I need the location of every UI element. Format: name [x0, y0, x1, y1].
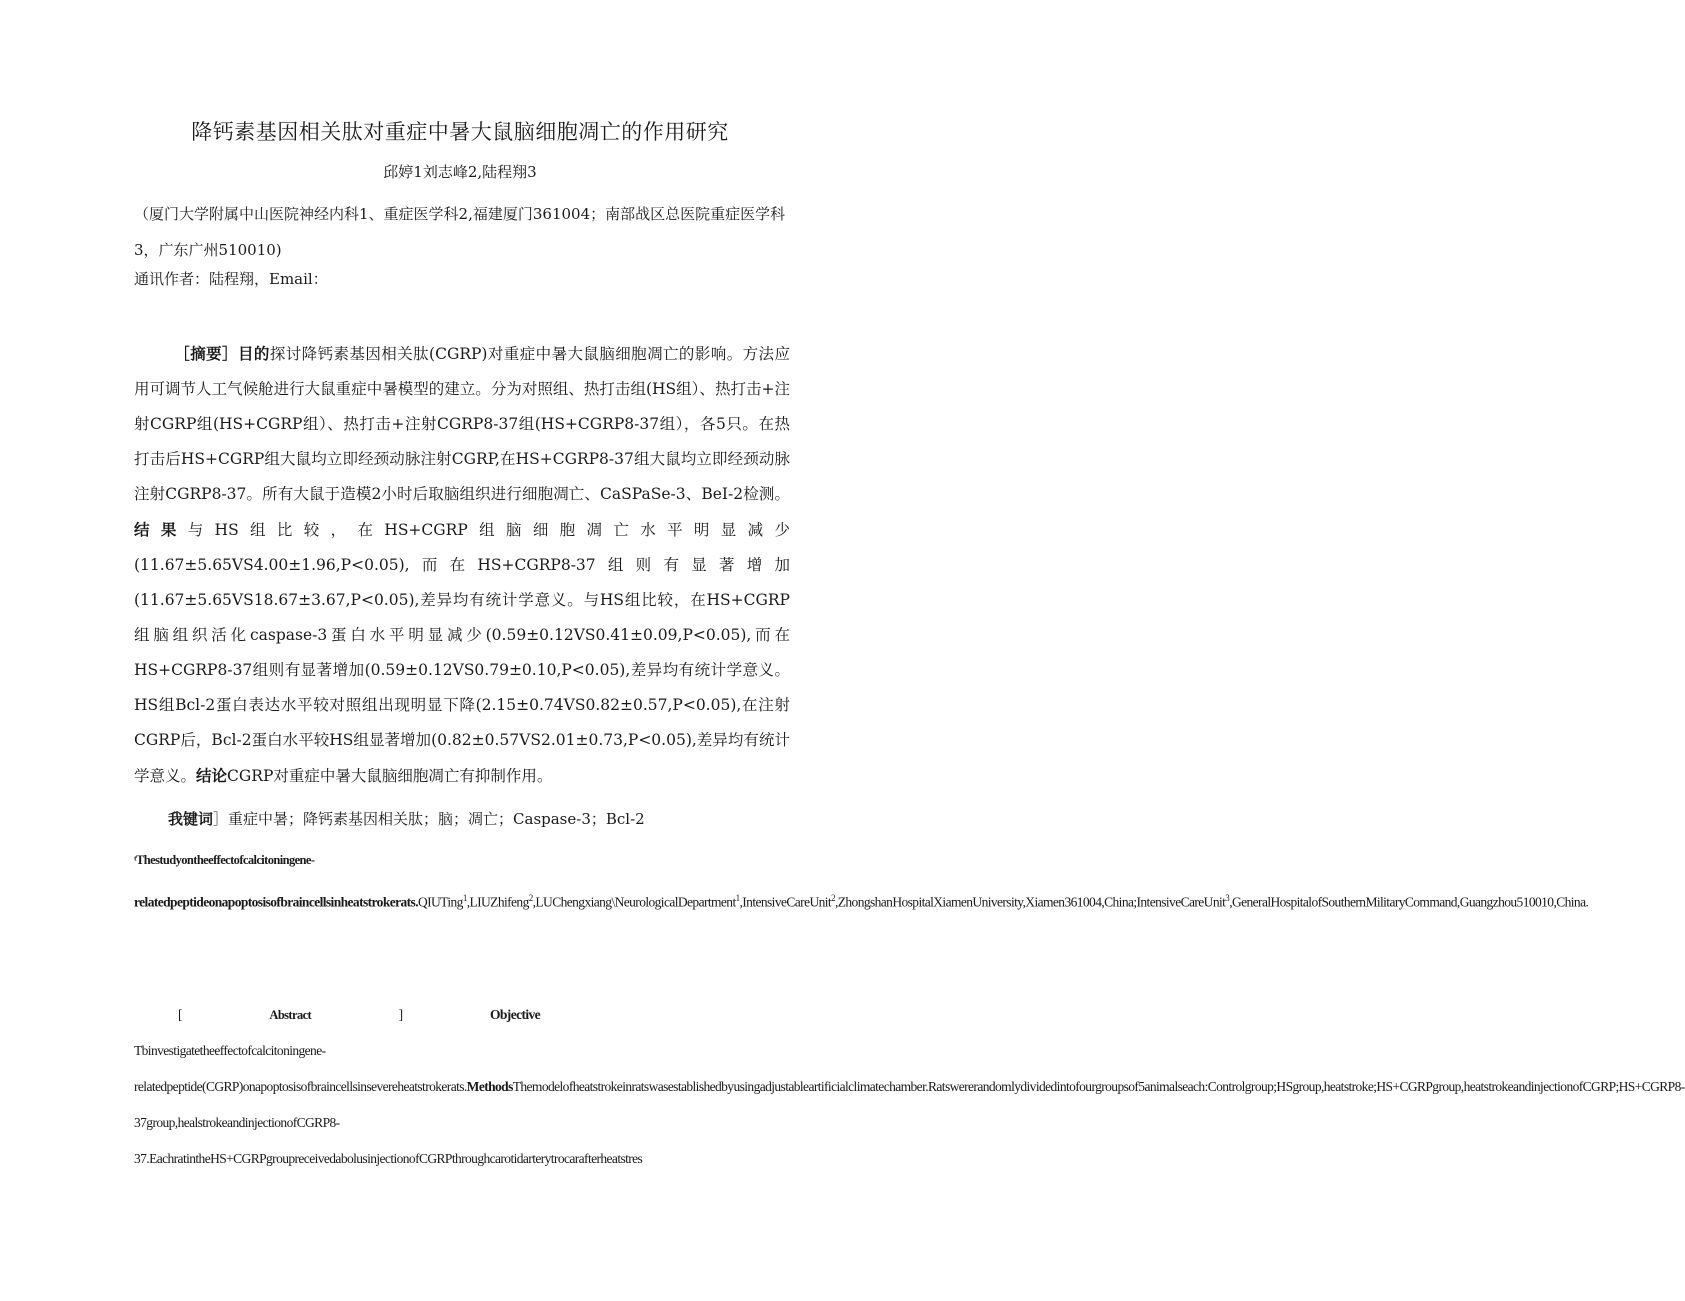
results-label: 结果 [134, 520, 188, 539]
english-title-authors [134, 881, 1589, 920]
keywords-cn [168, 808, 790, 829]
english-abstract-body [134, 1033, 1685, 1177]
affiliation: （厦门大学附属中山医院神经内科1、重症医学科2,福建厦门361004；南部战区总医院重症医学科3，广东广州510010) [134, 205, 786, 259]
english-title-line1: ᵗThestudyontheeffectofcalcitoningene- [134, 853, 315, 867]
english-abstract [134, 997, 1685, 1177]
sup-5: 3 [1225, 893, 1230, 903]
keywords-label: 我键词 [168, 810, 214, 828]
english-abstract-head [134, 997, 790, 1033]
sup-4: 2 [831, 893, 835, 903]
sup-3: 1 [735, 893, 740, 903]
sup-2: 2 [528, 893, 533, 903]
english-title-line2: relatedpeptideonapoptosisofbraincellsinheatstrokerats. [134, 894, 418, 910]
abstract-cn [134, 336, 790, 794]
english-affil-3: ,GeneralHospitalofSouthernMilitaryCommand,Guangzhou510010,China. [1229, 894, 1589, 910]
conclusion-text: CGRP对重症中暑大鼠脑细胞凋亡有抑制作用。 [227, 767, 553, 785]
english-author-1: QIUTing [417, 894, 463, 910]
conclusion-label: 结论 [196, 766, 228, 785]
objective-label-en: Objective [489, 1007, 541, 1022]
abs-label: Abstract [269, 1008, 312, 1022]
abstract-label: ［摘要］ [174, 344, 238, 363]
methods-label-en: Methods [466, 1079, 513, 1094]
methods-text-en: Themodelofheatstrokeinratswasestablishedbyusingadjustableartificialclimatechamber.Ratswererandomlydividedintofourgroupsof5animalseach:Controlgroup;HSgroup,heatstroke;HS+CGRPgroup,heatstrokeandinjectionofCGRP;HS+CGRP8-37group,healstrokeandinjectionofCGRP8-37.EachratintheHS+CGRPgroupreceivedabolusinjectionofCGRPthroughcarotidarterytrocarafterheatstres [134, 1079, 1685, 1166]
keywords-text: ］重症中暑；降钙素基因相关肽；脑；凋亡；Caspase-3；Bcl-2 [213, 810, 645, 828]
sup-1: 1 [462, 893, 467, 903]
english-author-3: ,LUChengxiang\NeurologicalDepartment [532, 894, 736, 910]
authors: 邱婷1刘志峰2,陆程翔3 [383, 163, 537, 181]
objective-text: 探讨降钙素基因相关肽(CGRP)对重症中暑大鼠脑细胞凋亡的影响。方法应用可调节人工气候舱进行大鼠重症中暑模型的建立。分为对照组、热打击组(HS组）、热打击+注射CGRP组(HS+CGRP组）、热打击+注射CGRP8-37组(HS+CGRP8-37组），各5只。在热打击后HS+CGRP组大鼠均立即经颈动脉注射CGRP,在HS+CGRP8-37组大鼠均立即经颈动脉注射CGRP8-37。所有大鼠于造模2小时后取脑组织进行细胞凋亡、CaSPaSe-3、BeI-2检测。 [134, 345, 790, 503]
results-text: 与HS组比较，在HS+CGRP组脑细胞凋亡水平明显减少(11.67±5.65VS4.00±1.96,P<0.05),而在HS+CGRP8-37组则有显著增加(11.67±5.65VS18.67±3.67,P<0.05),差异均有统计学意义。与HS组比较，在HS+CGRP组脑组织活化caspase-3蛋白水平明显减少(0.59±0.12VS0.41±0.09,P<0.05),而在HS+CGRP8-37组则有显著增加(0.59±0.12VS0.79±0.10,P<0.05),差异均有统计学意义。HS组Bcl-2蛋白表达水平较对照组出现明显下降(2.15±0.74VS0.82±0.57,P<0.05),在注射CGRP后，Bcl-2蛋白水平较HS组显著增加(0.82±0.57VS2.01±0.73,P<0.05),差异均有统计学意义。 [134, 521, 790, 785]
paper-title: 降钙素基因相关肽对重症中暑大鼠脑细胞凋亡的作用研究 [191, 120, 729, 144]
english-affil-2: ,ZhongshanHospitalXiamenUniversity,Xiamen361004,China;IntensiveCareUnit [834, 894, 1226, 910]
correspondence: 通讯作者：陆程翔，Email： [134, 270, 328, 288]
abs-open-bracket: [ [178, 1007, 182, 1022]
objective-label: 目的 [237, 344, 270, 363]
english-author-2: ,LIUZhifeng [466, 894, 529, 910]
english-affil-1: ,IntensiveCareUnit [739, 894, 832, 910]
objective-text-en: Tbinvestigatetheeffectofcalcitoningene-relatedpeptide(CGRP)onapoptosisofbraincellsinsevereheatstrokerats. [134, 1043, 467, 1094]
abs-close-bracket: ] [398, 1007, 403, 1022]
abs-first-line [490, 997, 790, 1033]
